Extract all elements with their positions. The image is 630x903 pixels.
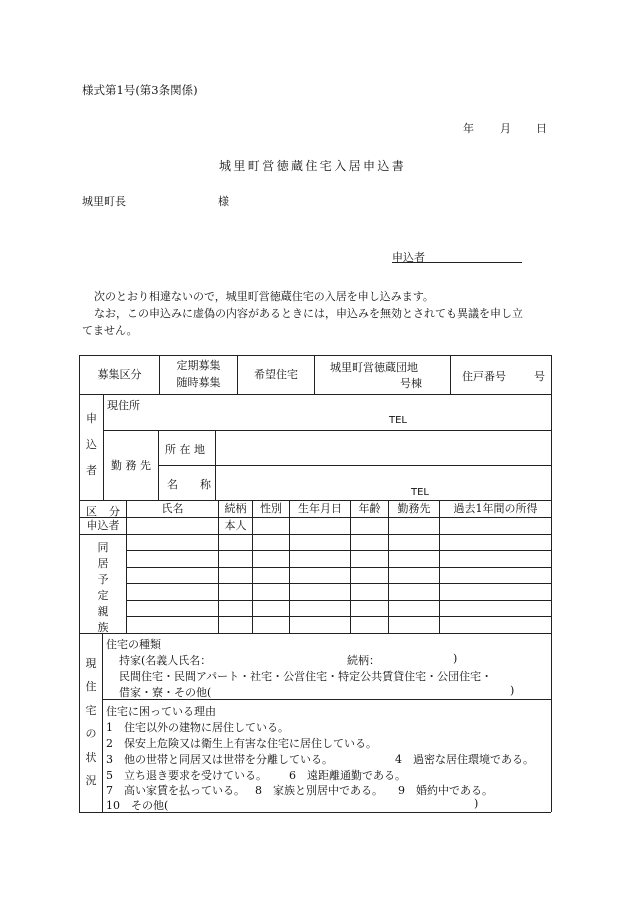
location-label: 所 在 地 — [165, 443, 205, 456]
col-relation: 続柄 — [224, 502, 247, 516]
col-sex: 性別 — [260, 502, 282, 516]
reason-10-close: ) — [474, 797, 479, 810]
housing-type-heading: 住宅の種類 — [106, 638, 161, 651]
applicant-vertical-label: 申 込 者 — [86, 412, 97, 477]
reason-2: 2 保安上危険又は衛生上有害な住宅に居住している。 — [106, 737, 377, 750]
boshu-kubun-label: 募集区分 — [97, 368, 142, 382]
date-year: 年 — [463, 122, 474, 135]
housing-owned: 持家(名義人氏名： — [119, 654, 212, 667]
reason-9: 9 婚約中である。 — [398, 784, 493, 797]
teiki-boshu: 定期募集 — [176, 359, 221, 373]
reason-4: 4 過密な居住環境である。 — [395, 753, 534, 766]
current-address-label: 現住所 — [107, 399, 140, 412]
col-income: 過去1年間の所得 — [453, 502, 538, 516]
col-age: 年齢 — [358, 502, 381, 516]
housing-types-line: 民間住宅・民間アパート・社宅・公営住宅・特定公共賃貸住宅・公団住宅・ — [119, 670, 493, 683]
date-month: 月 — [500, 122, 511, 135]
applicant-label: 申込者 — [392, 251, 425, 264]
row-applicant-label: 申込者 — [86, 519, 120, 533]
reason-8: 8 家族と別居中である。 — [255, 784, 383, 797]
intro-line-2: なお，この申込みに虚偽の内容があるときには，申込みを無効とされても異議を申し立 — [94, 307, 523, 320]
intro-line-3: てません。 — [82, 324, 138, 337]
danchi-name: 城里町営徳蔵団地 — [330, 361, 418, 374]
company-name-label-1: 名 — [167, 478, 178, 491]
reason-heading: 住宅に困っている理由 — [106, 705, 216, 718]
housing-other: 借家・寮・その他( — [119, 686, 212, 699]
tel-label-1: TEL — [389, 415, 407, 426]
go-label: 号 — [534, 370, 545, 383]
danchi-goto: 号棟 — [400, 377, 422, 390]
row-applicant-relation: 本人 — [224, 519, 247, 533]
addressee-honorific: 様 — [218, 195, 229, 208]
members-kubun-1: 区 — [86, 505, 97, 518]
form-number: 様式第1号(第3条関係) — [82, 83, 198, 97]
housing-owned-relation: 続柄： — [347, 654, 380, 667]
col-dob: 生年月日 — [298, 502, 342, 516]
reason-7: 7 高い家賃を払っている。 — [106, 784, 245, 797]
situation-vertical-label: 現 住 宅 の 状 況 — [85, 657, 97, 787]
housing-other-close: ) — [510, 684, 515, 697]
date-day: 日 — [536, 122, 547, 135]
reason-5: 5 立ち退き要求を受けている。 — [106, 769, 267, 782]
reason-1: 1 住宅以外の建物に居住している。 — [106, 721, 289, 734]
applicant-underline — [392, 262, 522, 263]
company-name-label-2: 称 — [200, 478, 211, 491]
workplace-label: 勤 務 先 — [111, 458, 151, 472]
housing-owned-close: ) — [453, 652, 458, 665]
intro-line-1: 次のとおり相違ないので，城里町営徳蔵住宅の入居を申し込みます。 — [94, 290, 434, 303]
reason-3: 3 他の世帯と同居又は世帯を分離している。 — [106, 753, 333, 766]
kibou-jutaku-label: 希望住宅 — [254, 368, 298, 382]
family-vertical-label: 同 居 予 定 親 族 — [97, 541, 109, 634]
col-work: 勤務先 — [397, 502, 431, 516]
reason-10: 10 その他( — [106, 799, 169, 812]
zuiji-boshu: 随時募集 — [176, 376, 221, 390]
page-title: 城里町営徳蔵住宅入居申込書 — [219, 159, 407, 173]
col-name: 氏名 — [161, 502, 184, 516]
addressee-name: 城里町長 — [82, 195, 126, 208]
tel-label-2: TEL — [411, 487, 429, 498]
jukobango-label: 住戸番号 — [462, 370, 506, 383]
reason-6: 6 遠距離通勤である。 — [289, 769, 406, 782]
members-kubun-2: 分 — [109, 505, 120, 518]
